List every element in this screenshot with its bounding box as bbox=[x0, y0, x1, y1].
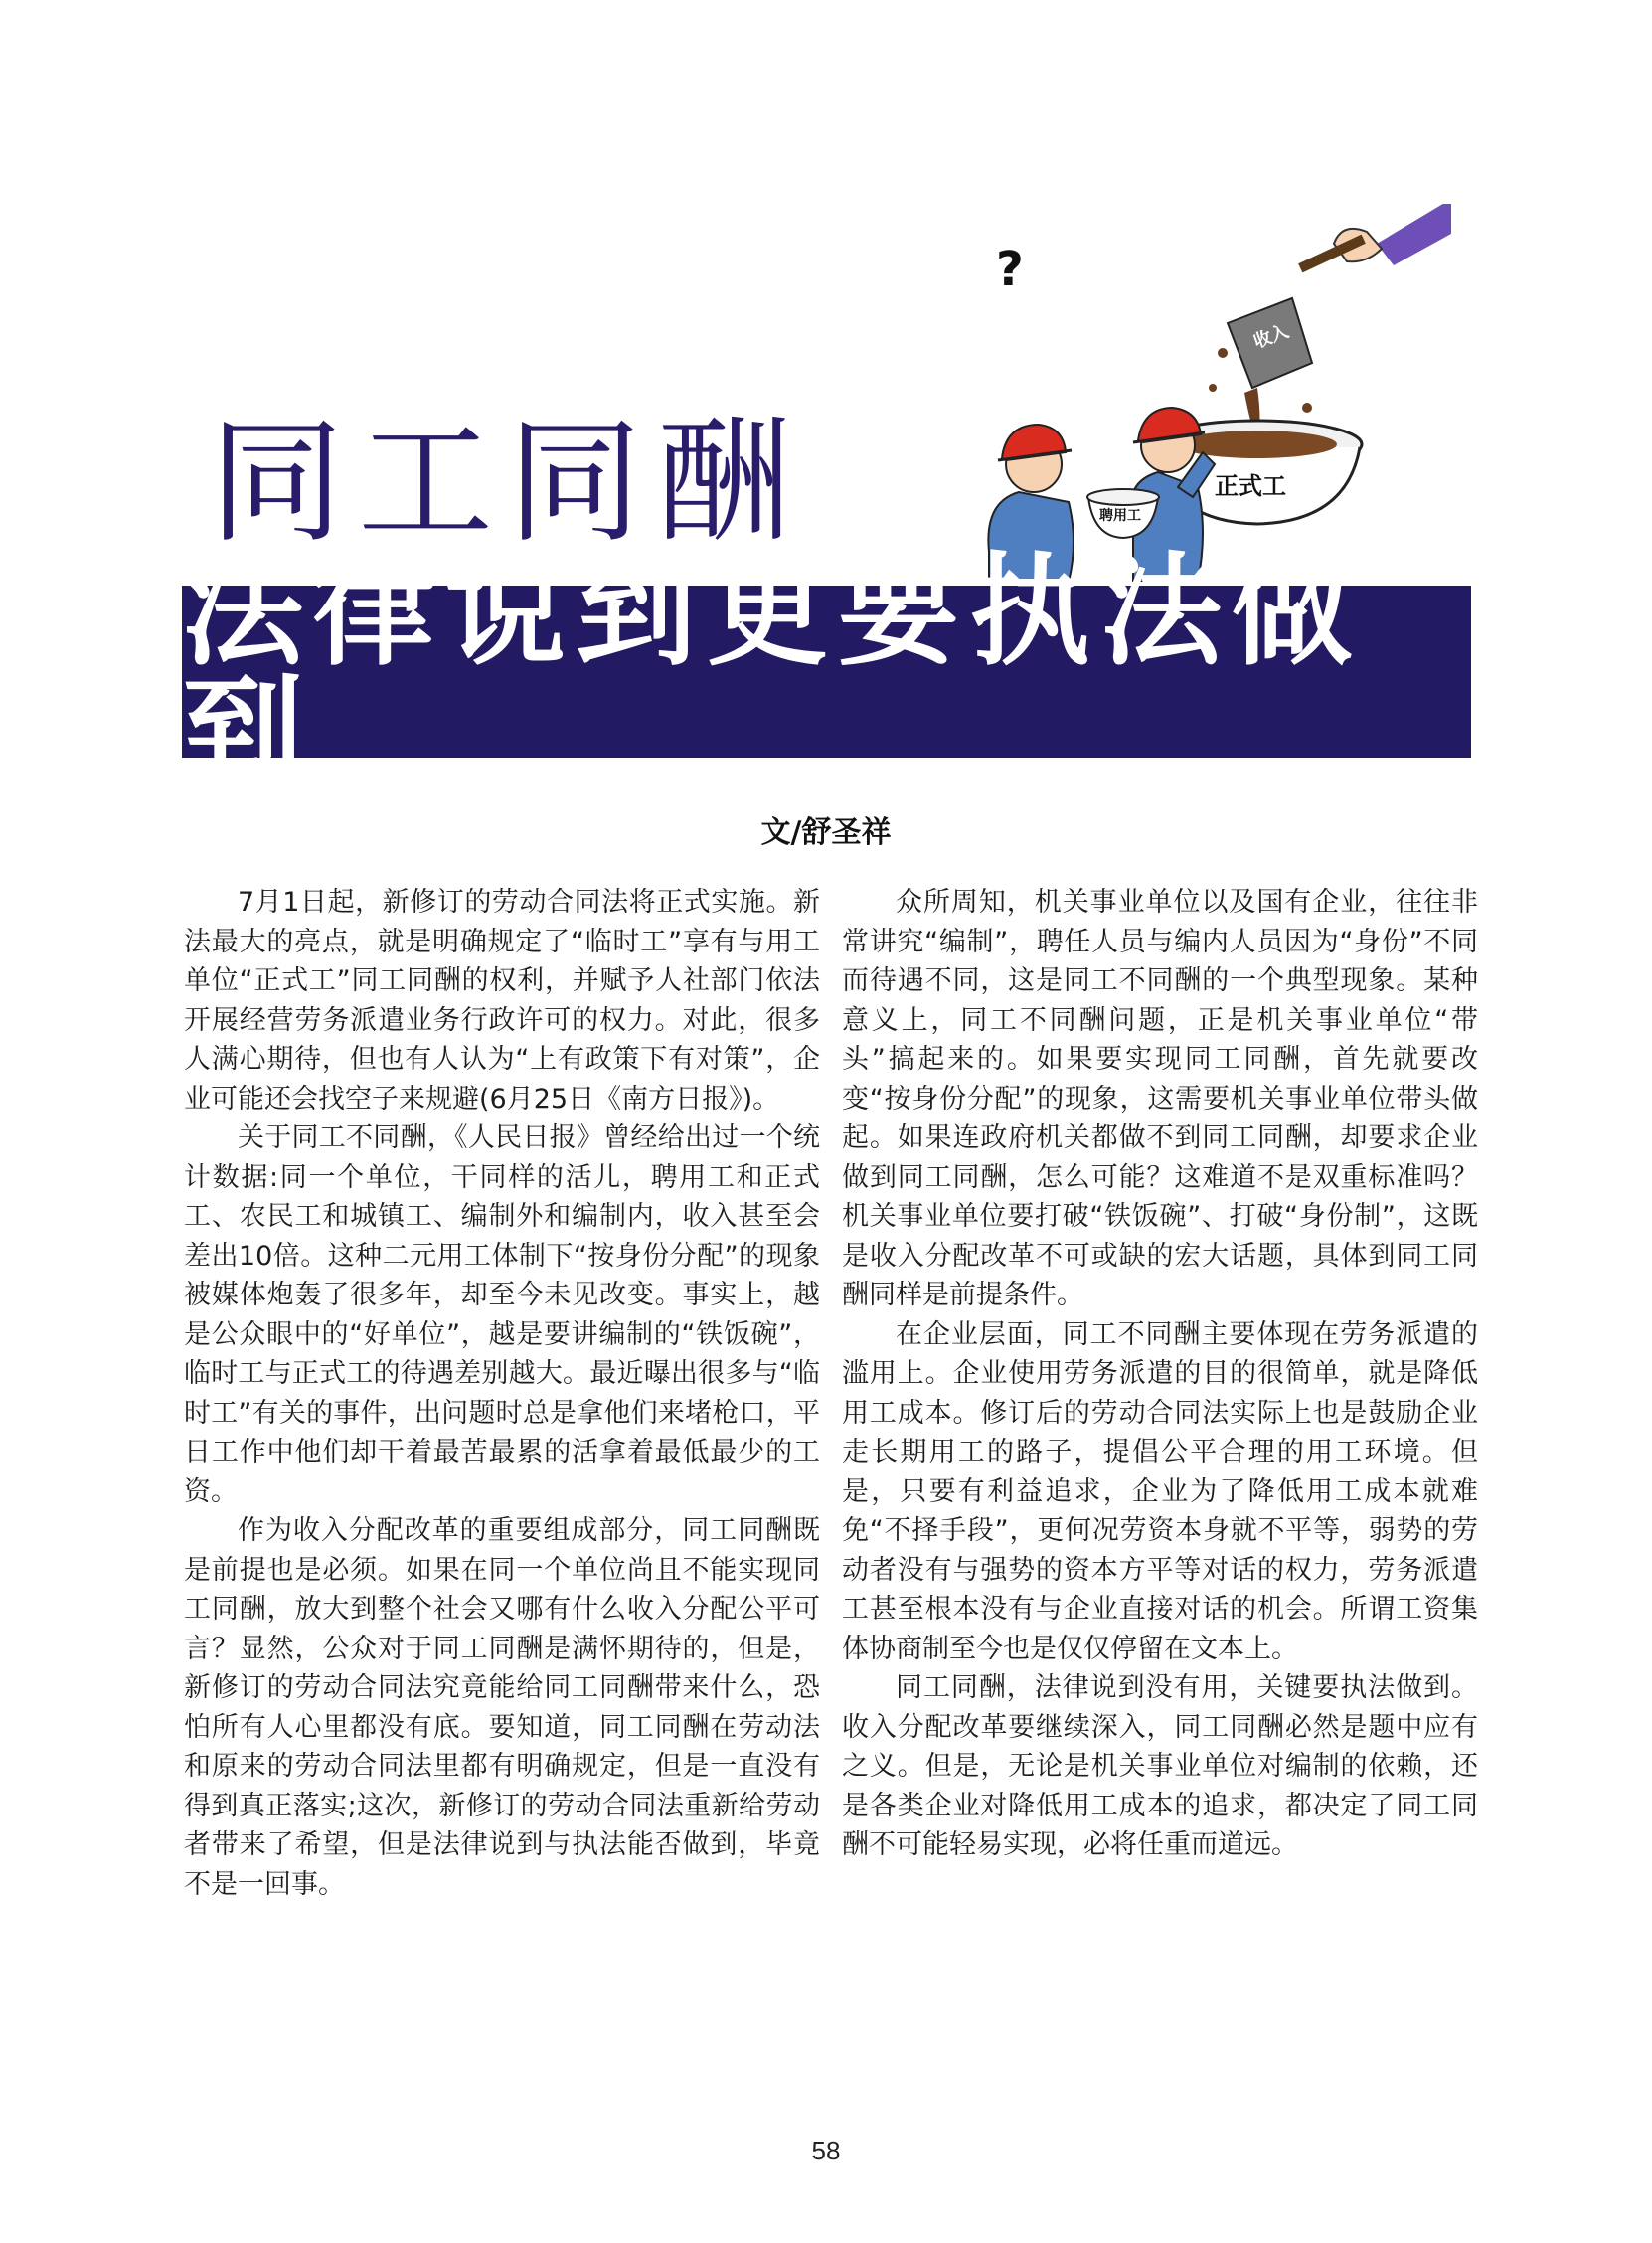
article-title: 同工同酬 bbox=[209, 405, 805, 562]
page-number: 58 bbox=[811, 2136, 841, 2165]
bucket-label: 收入 bbox=[1250, 320, 1292, 353]
paragraph: 众所周知，机关事业单位以及国有企业，往往非常讲究“编制”，聘任人员与编内人员因为“身份”不同而待遇不同，这是同工不同酬的一个典型现象。某种意义上，同工不同酬问题，正是机关事业单位“带头”搞起来的。如果要实现同工同酬，首先就要改变“按身份分配”的现象，这需要机关事业单位带头做起。如果连政府机关都做不到同工同酬，却要求企业做到同工同酬，怎么可能？这难道不是双重标准吗？机关事业单位要打破“铁饭碗”、打破“身份制”，这既是收入分配改革不可或缺的宏大话题，具体到同工同酬同样是前提条件。 bbox=[842, 887, 1478, 1310]
article-subtitle: 法律说到更要执法做到 bbox=[182, 540, 1363, 803]
subtitle-banner bbox=[182, 540, 1471, 803]
paragraph: 关于同工不同酬，《人民日报》曾经给出过一个统计数据:同一个单位，干同样的活儿，聘用工和正式工、农民工和城镇工、编制外和编制内，收入甚至会差出10倍。这种二元用工体制下“按身份分配”的现象被媒体炮轰了很多年，却至今未见改变。事实上，越是公众眼中的“好单位”，越是要讲编制的“铁饭碗”，临时工与正式工的待遇差别越大。最近曝出很多与“临时工”有关的事件，出问题时总是拿他们来堵枪口，平日工作中他们却干着最苦最累的活拿着最低最少的工资。 bbox=[184, 1122, 820, 1507]
paragraph: 同工同酬，法律说到没有用，关键要执法做到。收入分配改革要继续深入，同工同酬必然是题中应有之义。但是，无论是机关事业单位对编制的依赖，还是各类企业对降低用工成本的追求，都决定了同工同酬不可能轻易实现，必将任重而道远。 bbox=[842, 1672, 1478, 1860]
paragraph: 在企业层面，同工不同酬主要体现在劳务派遣的滥用上。企业使用劳务派遣的目的很简单，就是降低用工成本。修订后的劳动合同法实际上也是鼓励企业走长期用工的路子，提倡公平合理的用工环境。但是，只要有利益追求，企业为了降低用工成本就难免“不择手段”，更何况劳资本身就不平等，弱势的劳动者没有与强势的资本方平等对话的权力，劳务派遣工甚至根本没有与企业直接对话的机会。所谓工资集体协商制至今也是仅仅停留在文本上。 bbox=[842, 1318, 1478, 1664]
small-bowl-label: 聘用工 bbox=[1099, 508, 1141, 524]
paragraph: 作为收入分配改革的重要组成部分，同工同酬既是前提也是必须。如果在同一个单位尚且不能实现同工同酬，放大到整个社会又哪有什么收入分配公平可言？显然，公众对于同工同酬是满怀期待的，但是，新修订的劳动合同法究竟能给同工同酬带来什么，恐怕所有人心里都没有底。要知道，同工同酬在劳动法和原来的劳动合同法里都有明确规定，但是一直没有得到真正落实;这次，新修订的劳动合同法重新给劳动者带来了希望，但是法律说到与执法能否做到，毕竟不是一回事。 bbox=[184, 1515, 820, 1900]
hand-with-hammer bbox=[1298, 204, 1451, 272]
paragraph: 7月1日起，新修订的劳动合同法将正式实施。新法最大的亮点，就是明确规定了“临时工”享有与用工单位“正式工”同工同酬的权利，并赋予人社部门依法开展经营劳务派遣业务行政许可的权力。对此，很多人满心期待，但也有人认为“上有政策下有对策”，企业可能还会找空子来规避(6月25日《南方日报》)。 bbox=[184, 887, 820, 1115]
cartoon-illustration bbox=[984, 204, 1451, 582]
big-bowl-label: 正式工 bbox=[1215, 472, 1286, 500]
text-column-left bbox=[184, 883, 820, 1904]
author-byline: 文/舒圣祥 bbox=[760, 815, 892, 850]
text-column-right bbox=[842, 883, 1478, 1865]
question-mark: ? bbox=[996, 242, 1024, 297]
worker-contract bbox=[988, 242, 1159, 582]
